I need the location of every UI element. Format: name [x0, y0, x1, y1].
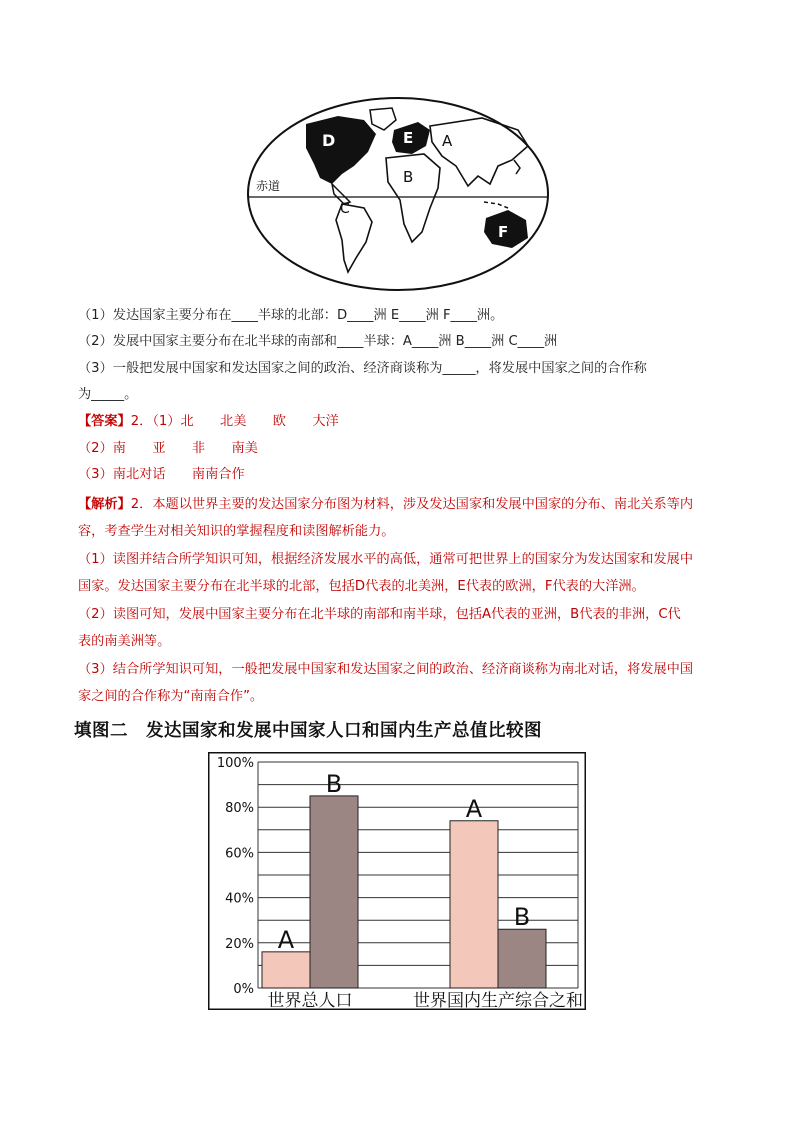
- answer-line-3: （3）南北对话 南南合作: [78, 467, 245, 482]
- bar-a: [450, 821, 498, 988]
- analysis-line-5: （2）读图可知，发展中国家主要分布在北半球的南部和南半球，包括A代表的亚洲，B代表的非洲，C代: [78, 607, 681, 622]
- analysis-tag: 【解析】: [78, 497, 131, 512]
- category-label: 世界国内生产综合之和: [413, 991, 583, 1010]
- y-tick-label: 80%: [225, 801, 254, 817]
- y-tick-label: 60%: [225, 846, 254, 862]
- answer-line-1: [78, 413, 339, 431]
- category-label: 世界总人口: [267, 991, 353, 1010]
- y-tick-label: 0%: [233, 982, 254, 997]
- bar-b: [310, 796, 358, 988]
- bar-b: [498, 929, 546, 988]
- analysis-line-8: 家之间的合作称为“南南合作”。: [78, 689, 264, 704]
- y-tick-label: 20%: [225, 936, 254, 952]
- answer-line-2: （2）南 亚 非 南美: [78, 441, 258, 456]
- map-label-e: E: [403, 129, 414, 147]
- figure-title: 填图二 发达国家和发展中国家人口和国内生产总值比较图: [74, 721, 542, 741]
- map-label-a: A: [442, 132, 453, 150]
- bar-a: [262, 952, 310, 988]
- bar-label: B: [513, 903, 531, 932]
- map-label-b: B: [403, 168, 414, 186]
- analysis-text-1: 2．本题以世界主要的发达国家分布图为材料，涉及发达国家和发展中国家的分布、南北关系等内: [130, 497, 694, 512]
- bar-label: A: [277, 925, 295, 954]
- question-2: （2）发展中国家主要分布在北半球的南部和____半球：A____洲 B____洲 C____洲: [78, 334, 558, 349]
- question-3-line-2: 为_____。: [78, 387, 138, 402]
- answer-text-1: 2．（1）北 北美 欧 大洋: [130, 414, 339, 429]
- analysis-line-2: 容，考查学生对相关知识的掌握程度和读图解析能力。: [78, 524, 395, 539]
- bar-label: A: [465, 794, 483, 823]
- analysis-line-6: 表的南美洲等。: [78, 634, 171, 649]
- equator-label: 赤道: [256, 179, 281, 193]
- comparison-bar-chart: [208, 752, 586, 1010]
- analysis-line-4: 国家。发达国家主要分布在北半球的北部，包括D代表的北美洲，E代表的欧洲，F代表的大洋洲。: [78, 579, 645, 594]
- y-tick-label: 40%: [225, 891, 254, 907]
- question-3-line-1: （3）一般把发展中国家和发达国家之间的政治、经济商谈称为_____，将发展中国家之间的合作称: [78, 361, 647, 376]
- y-tick-label: 100%: [216, 756, 254, 771]
- question-1: （1）发达国家主要分布在____半球的北部：D____洲 E____洲 F____洲。: [78, 308, 504, 323]
- bar-label: B: [325, 769, 343, 798]
- map-label-f: F: [498, 223, 509, 241]
- world-map: [246, 96, 550, 292]
- answer-tag: 【答案】: [78, 414, 131, 429]
- analysis-line-1: [78, 496, 693, 514]
- map-label-d: D: [322, 131, 336, 150]
- analysis-line-7: （3）结合所学知识可知，一般把发展中国家和发达国家之间的政治、经济商谈称为南北对话，将发展中国: [78, 662, 694, 677]
- map-label-c: C: [340, 201, 350, 217]
- analysis-line-3: （1）读图并结合所学知识可知，根据经济发展水平的高低，通常可把世界上的国家分为发达国家和发展中: [78, 552, 694, 567]
